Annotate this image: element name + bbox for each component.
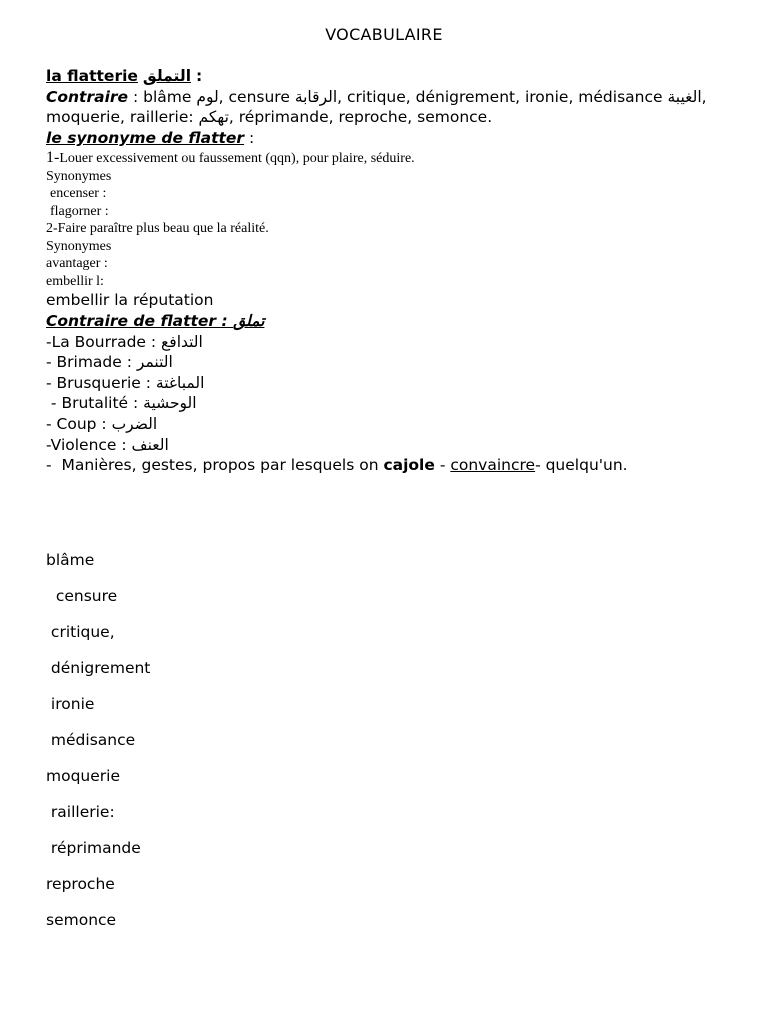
- synonymes-label-1: Synonymes: [46, 168, 112, 184]
- antonym-item: - Brutalité : الوحشية: [46, 394, 197, 413]
- contraire-label: Contraire: [46, 87, 129, 106]
- list-item: reproche: [46, 875, 115, 893]
- list-item: critique,: [46, 623, 115, 641]
- list-item: censure: [46, 587, 118, 605]
- contraire-line-1: [46, 87, 736, 108]
- list-item: ironie: [46, 695, 95, 713]
- antonym-item: -Violence : العنف: [46, 435, 169, 454]
- heading-la-flatterie: [46, 66, 736, 87]
- list-item: semonce: [46, 911, 117, 929]
- list-item: raillerie:: [46, 803, 115, 821]
- cajole-word: cajole: [383, 456, 435, 475]
- list-item: réprimande: [46, 839, 141, 857]
- synonyme-heading: [46, 128, 736, 149]
- definition-1-number: 1-: [46, 149, 60, 167]
- manieres-line: [46, 455, 736, 476]
- antonym-item: - Brimade : التنمر: [46, 353, 173, 372]
- embellir-reputation: embellir la réputation: [46, 291, 214, 310]
- manieres-suffix: - quelqu'un.: [535, 456, 628, 475]
- manieres-dash: -: [434, 456, 451, 475]
- antonym-item: -La Bourrade : التدافع: [46, 332, 203, 351]
- synonym-avantager: avantager :: [46, 256, 108, 272]
- definition-1: [46, 149, 736, 168]
- synonyme-heading-text: le synonyme de flatter: [46, 128, 245, 147]
- synonym-encenser: encenser :: [50, 186, 107, 202]
- list-item: médisance: [46, 731, 136, 749]
- synonyme-heading-colon: :: [244, 128, 255, 147]
- synonymes-label-2: Synonymes: [46, 238, 112, 254]
- list-item: moquerie: [46, 767, 120, 785]
- vocabulary-content: [46, 66, 736, 476]
- manieres-prefix: - Manières, gestes, propos par lesquels on: [46, 456, 384, 475]
- synonym-flagorner: flagorner :: [50, 203, 109, 219]
- contraire-flatter-text: Contraire de flatter :: [46, 311, 234, 330]
- list-item: blâme: [46, 551, 95, 569]
- antonym-item: - Coup : الضرب: [46, 414, 158, 433]
- antonym-item: - Brusquerie : المباغتة: [46, 373, 205, 392]
- contraire-flatter-heading: [46, 311, 736, 332]
- contraire-flatter-ar: تملق: [233, 311, 265, 330]
- contraire-line-2: moquerie, raillerie: تهكم, réprimande, reproche, semonce.: [46, 108, 493, 127]
- definition-1-text: Louer excessivement ou faussement (qqn), pour plaire, séduire.: [59, 151, 415, 167]
- synonym-embellir: embellir l:: [46, 273, 104, 289]
- contraire-text-1: : blâme لوم, censure الرقابة, critique, dénigrement, ironie, médisance الغيبة,: [128, 87, 707, 106]
- heading-colon: :: [195, 67, 203, 85]
- list-item: dénigrement: [46, 659, 151, 677]
- word-list: [46, 549, 346, 945]
- heading-la-flatterie-ar: التملق: [142, 67, 192, 85]
- page-title: VOCABULAIRE: [325, 25, 443, 44]
- heading-la-flatterie-fr: la flatterie: [46, 67, 138, 85]
- definition-2: 2-Faire paraître plus beau que la réalité.: [46, 221, 269, 237]
- convaincre-link[interactable]: convaincre: [450, 456, 536, 475]
